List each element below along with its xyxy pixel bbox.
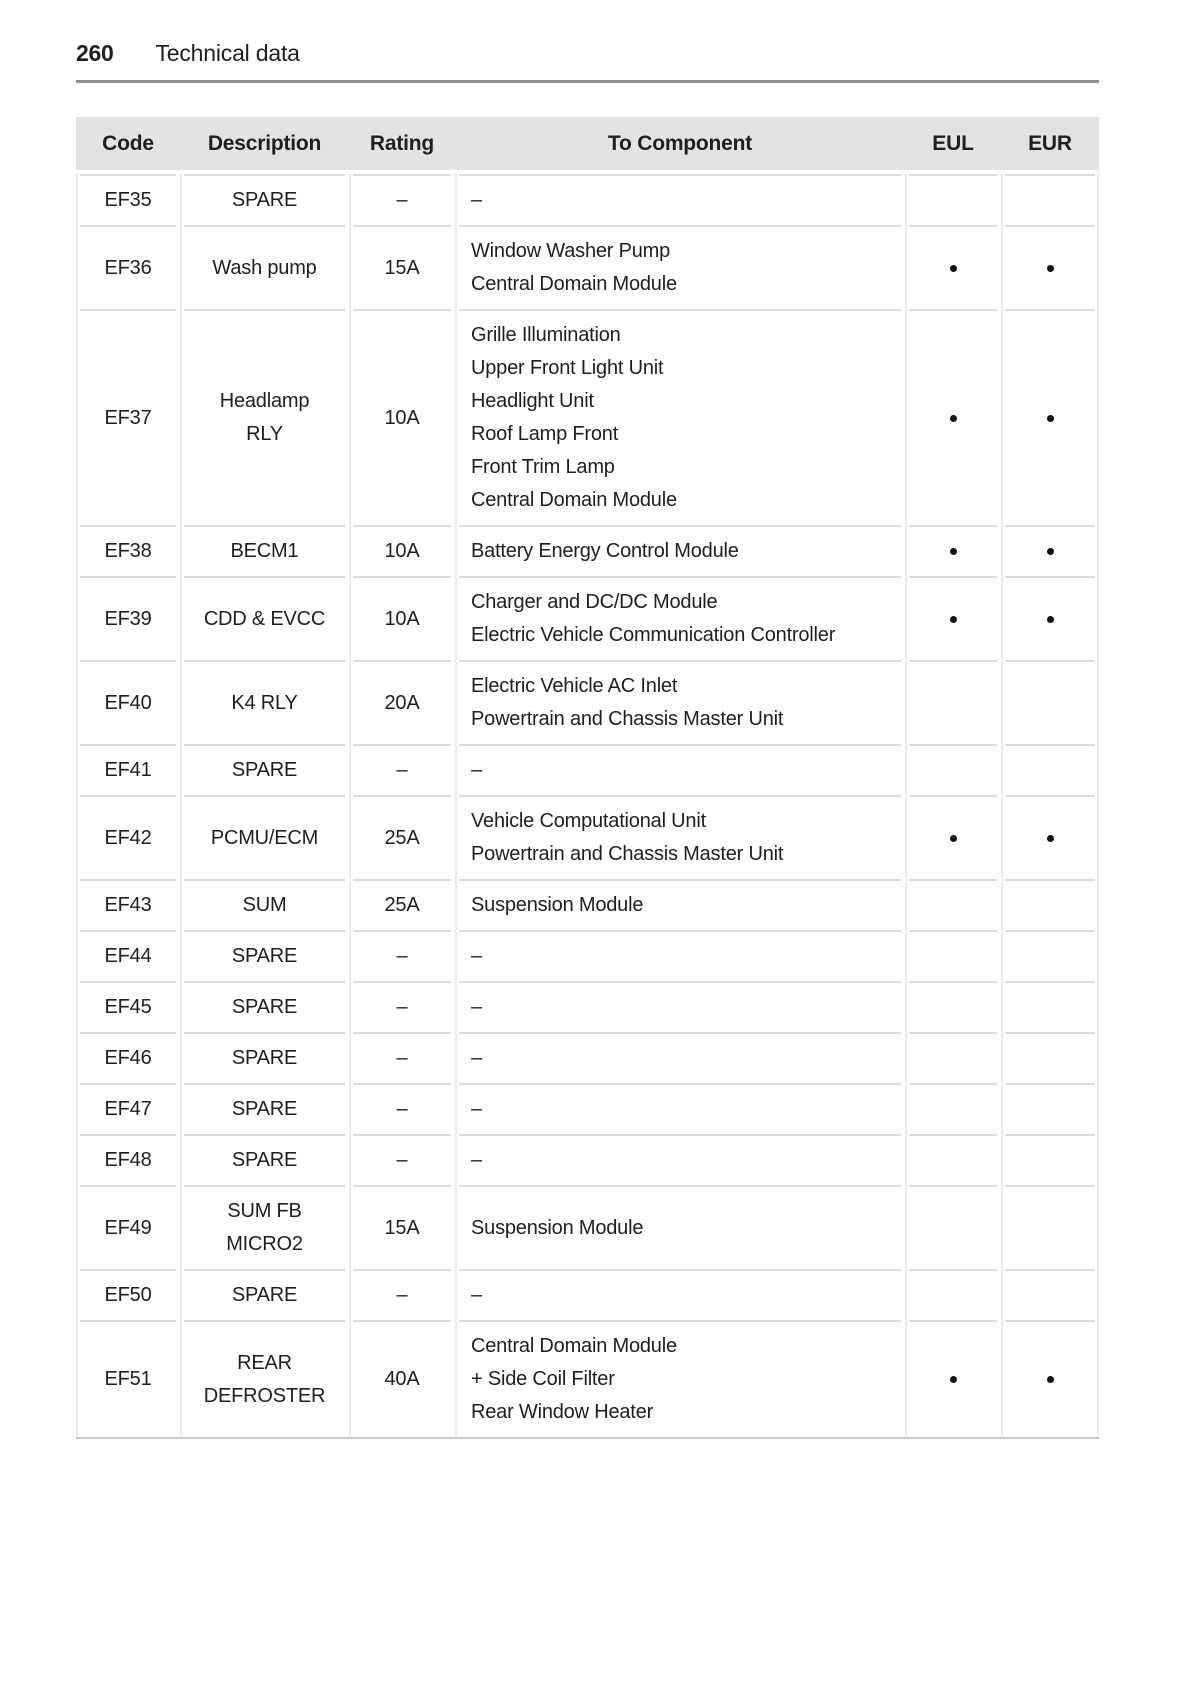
description-cell [184, 879, 345, 930]
table-row [76, 981, 1099, 1032]
eur-cell [1005, 225, 1095, 309]
component-line: – [471, 759, 482, 781]
eul-cell [909, 981, 997, 1032]
rating-cell: – [353, 1269, 451, 1320]
eul-cell [909, 930, 997, 981]
description-line: REAR [237, 1351, 292, 1374]
table-row [76, 879, 1099, 930]
component-cell [459, 1083, 901, 1134]
component-line: Window Washer Pump [471, 240, 671, 262]
page-header [76, 40, 1200, 67]
component-line: Grille Illumination [471, 324, 621, 346]
code-cell: EF37 [80, 309, 176, 525]
rating-cell: 25A [353, 795, 451, 879]
description-cell [184, 309, 345, 525]
table-row [76, 1083, 1099, 1134]
table-row [76, 660, 1099, 744]
table-row [76, 1134, 1099, 1185]
description-cell [184, 576, 345, 660]
code-cell: EF41 [80, 744, 176, 795]
applicability-dot [1047, 835, 1054, 842]
rating-cell: 10A [353, 525, 451, 576]
component-line: Front Trim Lamp [471, 456, 615, 478]
code-cell: EF47 [80, 1083, 176, 1134]
rating-cell: – [353, 744, 451, 795]
component-line: + Side Coil Filter [471, 1368, 615, 1390]
rating-cell: – [353, 1083, 451, 1134]
code-cell: EF40 [80, 660, 176, 744]
column-header-to-component: To Component [607, 131, 753, 155]
column-header-code: Code [102, 131, 154, 155]
eur-cell [1005, 1320, 1095, 1437]
code-cell: EF35 [80, 174, 176, 225]
component-cell [459, 744, 901, 795]
description-line: SPARE [231, 996, 298, 1018]
description-cell [184, 1269, 345, 1320]
component-cell [459, 981, 901, 1032]
description-line: SPARE [231, 1098, 298, 1120]
description-cell [184, 660, 345, 744]
column-header-rating: Rating [369, 131, 435, 155]
description-line: SUM [242, 894, 287, 916]
description-line: SPARE [231, 945, 298, 967]
description-line: Wash pump [212, 256, 317, 279]
description-line: SUM FB [227, 1200, 302, 1222]
rating-cell: – [353, 1032, 451, 1083]
component-line: Powertrain and Chassis Master Unit [471, 708, 784, 730]
component-cell [459, 525, 901, 576]
description-cell [184, 1185, 345, 1269]
component-line: Electric Vehicle Communication Controller [471, 624, 836, 646]
table-row [76, 1185, 1099, 1269]
eur-cell [1005, 525, 1095, 576]
column-separator-line [905, 174, 907, 1437]
column-header-eur: EUR [1028, 131, 1072, 155]
table-row [76, 1269, 1099, 1320]
description-line: SPARE [231, 759, 298, 781]
description-cell [184, 981, 345, 1032]
eur-cell [1005, 1032, 1095, 1083]
column-separator-line [180, 174, 182, 1437]
code-cell: EF43 [80, 879, 176, 930]
description-cell [184, 1032, 345, 1083]
description-line: DEFROSTER [203, 1384, 326, 1407]
component-line: Central Domain Module [471, 273, 677, 295]
component-line: Suspension Module [471, 1216, 644, 1239]
eul-cell [909, 1320, 997, 1437]
column-header-eul: EUL [932, 131, 974, 155]
component-line: Upper Front Light Unit [471, 357, 664, 379]
component-line: Roof Lamp Front [471, 423, 619, 445]
rating-cell: 20A [353, 660, 451, 744]
description-line: MICRO2 [226, 1233, 303, 1255]
eul-cell [909, 744, 997, 795]
code-cell: EF51 [80, 1320, 176, 1437]
eur-cell [1005, 1134, 1095, 1185]
rating-cell: 15A [353, 1185, 451, 1269]
component-line: Vehicle Computational Unit [471, 810, 706, 832]
applicability-dot [1047, 616, 1054, 623]
rating-cell: 10A [353, 576, 451, 660]
page-section-title: Technical data [155, 40, 300, 66]
eur-cell [1005, 1269, 1095, 1320]
rating-cell: 15A [353, 225, 451, 309]
rating-cell: 10A [353, 309, 451, 525]
description-cell [184, 174, 345, 225]
component-line: – [471, 1284, 482, 1306]
table-row [76, 1032, 1099, 1083]
page-number: 260 [76, 40, 114, 66]
table-row [76, 525, 1099, 576]
description-line: SPARE [231, 189, 298, 211]
component-cell [459, 1269, 901, 1320]
eul-cell [909, 174, 997, 225]
description-cell [184, 1320, 345, 1437]
component-line: – [471, 996, 482, 1018]
eur-cell [1005, 795, 1095, 879]
description-cell [184, 1083, 345, 1134]
component-line: Central Domain Module [471, 489, 677, 511]
component-line: Charger and DC/DC Module [471, 591, 718, 613]
component-cell [459, 576, 901, 660]
applicability-dot [950, 616, 957, 623]
component-line: Suspension Module [471, 894, 644, 916]
header-rule [76, 80, 1099, 83]
component-line: – [471, 945, 482, 967]
code-cell: EF44 [80, 930, 176, 981]
eul-cell [909, 576, 997, 660]
description-cell [184, 744, 345, 795]
column-separator-line [1097, 174, 1099, 1437]
description-cell [184, 525, 345, 576]
table-row [76, 1320, 1099, 1437]
eur-cell [1005, 1185, 1095, 1269]
applicability-dot [950, 265, 957, 272]
table-row [76, 576, 1099, 660]
description-line: RLY [246, 423, 283, 445]
component-cell [459, 1134, 901, 1185]
eul-cell [909, 879, 997, 930]
eul-cell [909, 225, 997, 309]
table-body [76, 174, 1099, 1439]
component-cell [459, 309, 901, 525]
component-line: Powertrain and Chassis Master Unit [471, 843, 784, 865]
description-cell [184, 1134, 345, 1185]
column-separator-line [455, 174, 457, 1437]
component-cell [459, 930, 901, 981]
code-cell: EF46 [80, 1032, 176, 1083]
description-cell [184, 930, 345, 981]
applicability-dot [1047, 1376, 1054, 1383]
eur-cell [1005, 174, 1095, 225]
component-cell [459, 660, 901, 744]
component-cell [459, 174, 901, 225]
table-row [76, 795, 1099, 879]
rating-cell: – [353, 174, 451, 225]
table-row [76, 744, 1099, 795]
description-line: SPARE [231, 1149, 298, 1171]
applicability-dot [1047, 415, 1054, 422]
component-line: – [471, 1149, 482, 1171]
applicability-dot [950, 548, 957, 555]
rating-cell: – [353, 981, 451, 1032]
table-row [76, 309, 1099, 525]
column-separator-line [1001, 174, 1003, 1437]
eur-cell [1005, 879, 1095, 930]
applicability-dot [950, 415, 957, 422]
eur-cell [1005, 1083, 1095, 1134]
component-line: – [471, 1047, 482, 1069]
code-cell: EF36 [80, 225, 176, 309]
table-header-row [76, 117, 1099, 170]
component-cell [459, 1320, 901, 1437]
component-line: Headlight Unit [471, 390, 594, 412]
applicability-dot [950, 835, 957, 842]
component-line: Electric Vehicle AC Inlet [471, 675, 678, 697]
code-cell: EF39 [80, 576, 176, 660]
column-header-description: Description [207, 131, 322, 155]
applicability-dot [1047, 548, 1054, 555]
code-cell: EF42 [80, 795, 176, 879]
eur-cell [1005, 576, 1095, 660]
code-cell: EF48 [80, 1134, 176, 1185]
eul-cell [909, 1083, 997, 1134]
eur-cell [1005, 744, 1095, 795]
eul-cell [909, 1032, 997, 1083]
eul-cell [909, 795, 997, 879]
description-cell [184, 225, 345, 309]
table-row [76, 930, 1099, 981]
description-line: PCMU/ECM [210, 826, 319, 849]
description-line: SPARE [231, 1284, 298, 1306]
component-line: – [471, 189, 482, 211]
component-cell [459, 1032, 901, 1083]
eur-cell [1005, 930, 1095, 981]
code-cell: EF45 [80, 981, 176, 1032]
fuse-table [76, 117, 1099, 1439]
rating-cell: 25A [353, 879, 451, 930]
eul-cell [909, 1134, 997, 1185]
component-line: Central Domain Module [471, 1335, 677, 1357]
description-line: BECM1 [230, 540, 299, 562]
column-separator-line [349, 174, 351, 1437]
eul-cell [909, 309, 997, 525]
table-row [76, 225, 1099, 309]
code-cell: EF38 [80, 525, 176, 576]
code-cell: EF49 [80, 1185, 176, 1269]
description-line: SPARE [231, 1047, 298, 1069]
table-row [76, 174, 1099, 225]
component-cell [459, 879, 901, 930]
component-cell [459, 1185, 901, 1269]
eul-cell [909, 1269, 997, 1320]
description-cell [184, 795, 345, 879]
eul-cell [909, 660, 997, 744]
eur-cell [1005, 309, 1095, 525]
eul-cell [909, 1185, 997, 1269]
component-cell [459, 225, 901, 309]
rating-cell: – [353, 1134, 451, 1185]
rating-cell: 40A [353, 1320, 451, 1437]
applicability-dot [1047, 265, 1054, 272]
description-line: Headlamp [219, 390, 310, 412]
rating-cell: – [353, 930, 451, 981]
component-cell [459, 795, 901, 879]
applicability-dot [950, 1376, 957, 1383]
code-cell: EF50 [80, 1269, 176, 1320]
eur-cell [1005, 660, 1095, 744]
component-line: Rear Window Heater [471, 1401, 654, 1423]
component-line: Battery Energy Control Module [471, 540, 739, 562]
component-line: – [471, 1098, 482, 1120]
description-line: K4 RLY [231, 691, 298, 714]
eur-cell [1005, 981, 1095, 1032]
description-line: CDD & EVCC [203, 607, 326, 630]
column-separator-line [76, 174, 78, 1437]
eul-cell [909, 525, 997, 576]
